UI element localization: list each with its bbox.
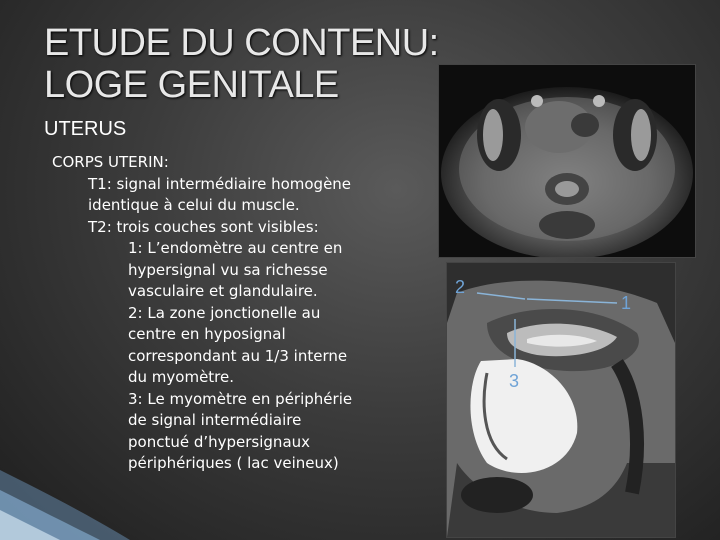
label-2: 2 [455,277,466,297]
mri-axial-drawing [439,65,695,257]
text-line: de signal intermédiaire [128,411,302,429]
mri-sagittal-image [446,262,676,538]
text-line: ponctué d’hypersignaux [128,432,311,451]
text-line: identique à celui du muscle. [88,196,300,214]
section-heading: UTERUS [44,118,127,140]
text-line: T2: trois couches sont visibles: [88,217,319,236]
text-line: 1: L’endomètre au centre en [128,239,343,257]
mri-sagittal-drawing [447,263,675,537]
text-line: correspondant au 1/3 interne [128,346,348,365]
text-line: centre en hyposignal [128,325,286,343]
decorative-corner [0,450,130,540]
mri-axial-image [438,64,696,258]
label-3: 3 [509,371,520,391]
slide-title [44,22,439,106]
text-line: CORPS UTERIN: [52,153,169,171]
text-line: du myomètre. [128,368,235,386]
text-line: T1: signal intermédiaire homogène [88,174,352,193]
text-line: 3: Le myomètre en périphérie [128,389,353,408]
title-line-1: ETUDE DU CONTENU: [44,22,439,64]
label-1: 1 [621,293,632,313]
text-line: 2: La zone jonctionelle au [128,303,321,322]
body-text [52,152,412,475]
text-line: hypersignal vu sa richesse [128,260,328,279]
title-line-2: LOGE GENITALE [44,64,339,106]
text-line: vasculaire et glandulaire. [128,282,318,300]
text-line: périphériques ( lac veineux) [128,454,339,472]
